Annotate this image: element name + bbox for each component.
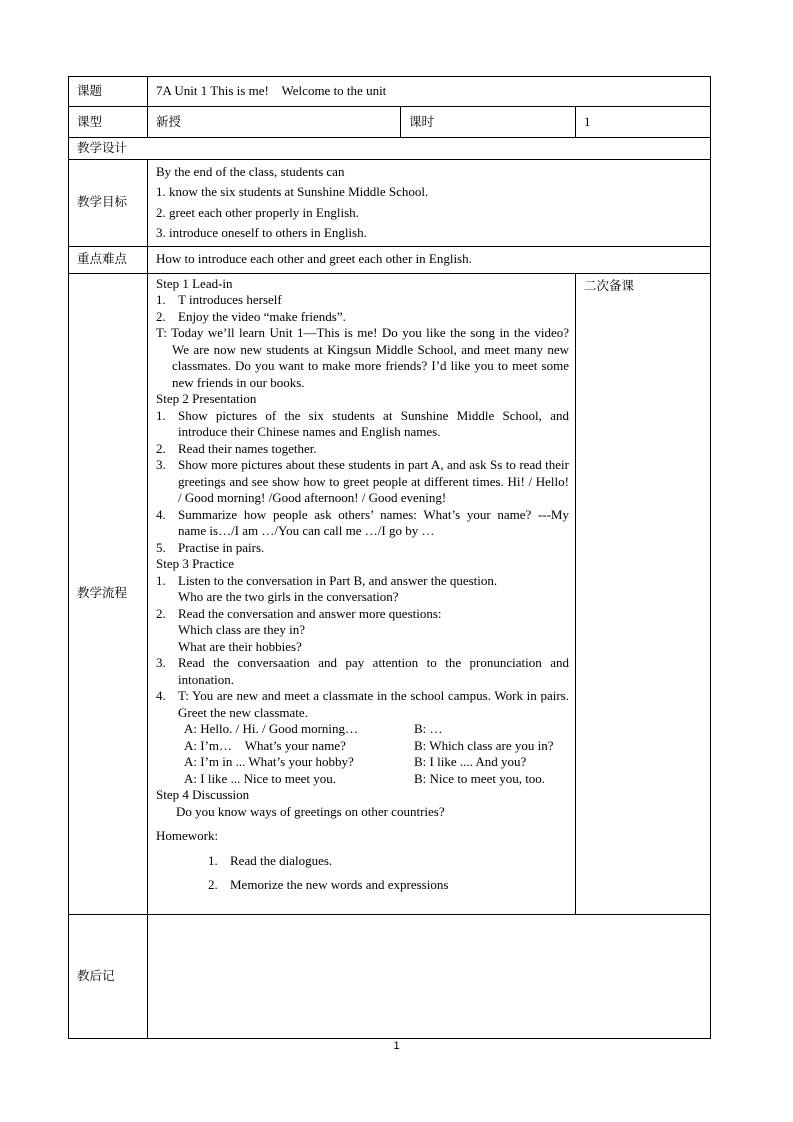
- goals-line: 3. introduce oneself to others in English.: [156, 225, 367, 240]
- row-goals: [69, 159, 711, 246]
- type-value: 新授: [148, 107, 401, 138]
- topic-label: 课题: [69, 77, 148, 107]
- row-design: [69, 138, 711, 160]
- step1-teacher-talk: T: Today we’ll learn Unit 1—This is me! Do you like the song in the video? We are now new students at Kingsun Middle School, and meet many new classmates. Do you want to make more friends? I’d like you to meet some new friends in our books.: [156, 325, 569, 390]
- step3-item: 2. Read the conversation and answer more questions:: [156, 605, 442, 621]
- dialogue-line: A: I like ... Nice to meet you. B: Nice to meet you, too.: [184, 770, 546, 786]
- step3-question: Who are the two girls in the conversation?: [178, 589, 399, 604]
- period-value: 1: [576, 107, 711, 138]
- goals-content: [148, 159, 711, 246]
- dialogue-line: A: Hello. / Hi. / Good morning… B: …: [184, 721, 443, 736]
- secondary-prep-label: 二次备课: [576, 273, 711, 914]
- step3-item: 3. Read the conversaation and pay attention to the pronunciation and intonation.: [156, 655, 569, 687]
- page-number: 1: [393, 1040, 400, 1052]
- topic-value: 7A Unit 1 This is me! Welcome to the unit: [148, 77, 711, 107]
- step2-item: 5. Practise in pairs.: [156, 539, 265, 555]
- step3-heading: Step 3 Practice: [156, 556, 234, 571]
- row-topic: [69, 77, 711, 107]
- step1-item: 2. Enjoy the video “make friends”.: [156, 308, 346, 324]
- homework-heading: Homework:: [156, 828, 219, 843]
- process-content: [148, 273, 576, 914]
- type-label: 课型: [69, 107, 148, 138]
- goals-line: 2. greet each other properly in English.: [156, 204, 359, 220]
- step2-item: 3. Show more pictures about these students in part A, and ask Ss to read their greetings and see show how to greet people at different times. Hi! / Hello! / Good morning! /Good afternoon! / Good evening!: [156, 457, 569, 505]
- step2-item: 2. Read their names together.: [156, 440, 317, 456]
- step4-question: Do you know ways of greetings on other countries?: [176, 803, 445, 819]
- row-reflection: [69, 914, 711, 1038]
- design-heading: 教学设计: [69, 138, 711, 160]
- step2-item: 1. Show pictures of the six students at Sunshine Middle School, and introduce their Chinese names and English names.: [156, 407, 569, 439]
- step4-heading: Step 4 Discussion: [156, 787, 250, 802]
- step3-item: 4. T: You are new and meet a classmate in the school campus. Work in pairs. Greet the new classmate.: [156, 688, 569, 720]
- step1-item: 1. T introduces herself: [156, 292, 282, 307]
- process-label: 教学流程: [69, 273, 148, 914]
- row-process: [69, 273, 711, 914]
- step2-item: 4. Summarize how people ask others’ names: What’s your name? ---My name is…/I am …/You can call me …/I go by …: [156, 506, 569, 538]
- key-points-label: 重点难点: [69, 246, 148, 273]
- homework-item: 2. Memorize the new words and expressions: [208, 877, 449, 892]
- reflection-label: 教后记: [69, 914, 148, 1038]
- row-key-points: [69, 246, 711, 273]
- goals-label: 教学目标: [69, 159, 148, 246]
- step3-question: Which class are they in?: [178, 622, 306, 637]
- key-points-value: How to introduce each other and greet each other in English.: [148, 246, 711, 273]
- step1-heading: Step 1 Lead-in: [156, 275, 233, 291]
- dialogue-line: A: I’m… What’s your name? B: Which class are you in?: [184, 737, 554, 753]
- goals-line: By the end of the class, students can: [156, 163, 345, 179]
- homework-item: 1. Read the dialogues.: [208, 852, 333, 868]
- reflection-content: [148, 914, 711, 1038]
- step3-item: 1. Listen to the conversation in Part B, and answer the question.: [156, 572, 498, 588]
- step2-heading: Step 2 Presentation: [156, 391, 257, 406]
- goals-line: 1. know the six students at Sunshine Middle School.: [156, 184, 429, 199]
- row-type: [69, 107, 711, 138]
- step3-question: What are their hobbies?: [178, 638, 302, 654]
- period-label: 课时: [401, 107, 576, 138]
- lesson-plan-table: [68, 76, 711, 1039]
- dialogue-line: A: I’m in ... What’s your hobby? B: I like .... And you?: [184, 754, 527, 769]
